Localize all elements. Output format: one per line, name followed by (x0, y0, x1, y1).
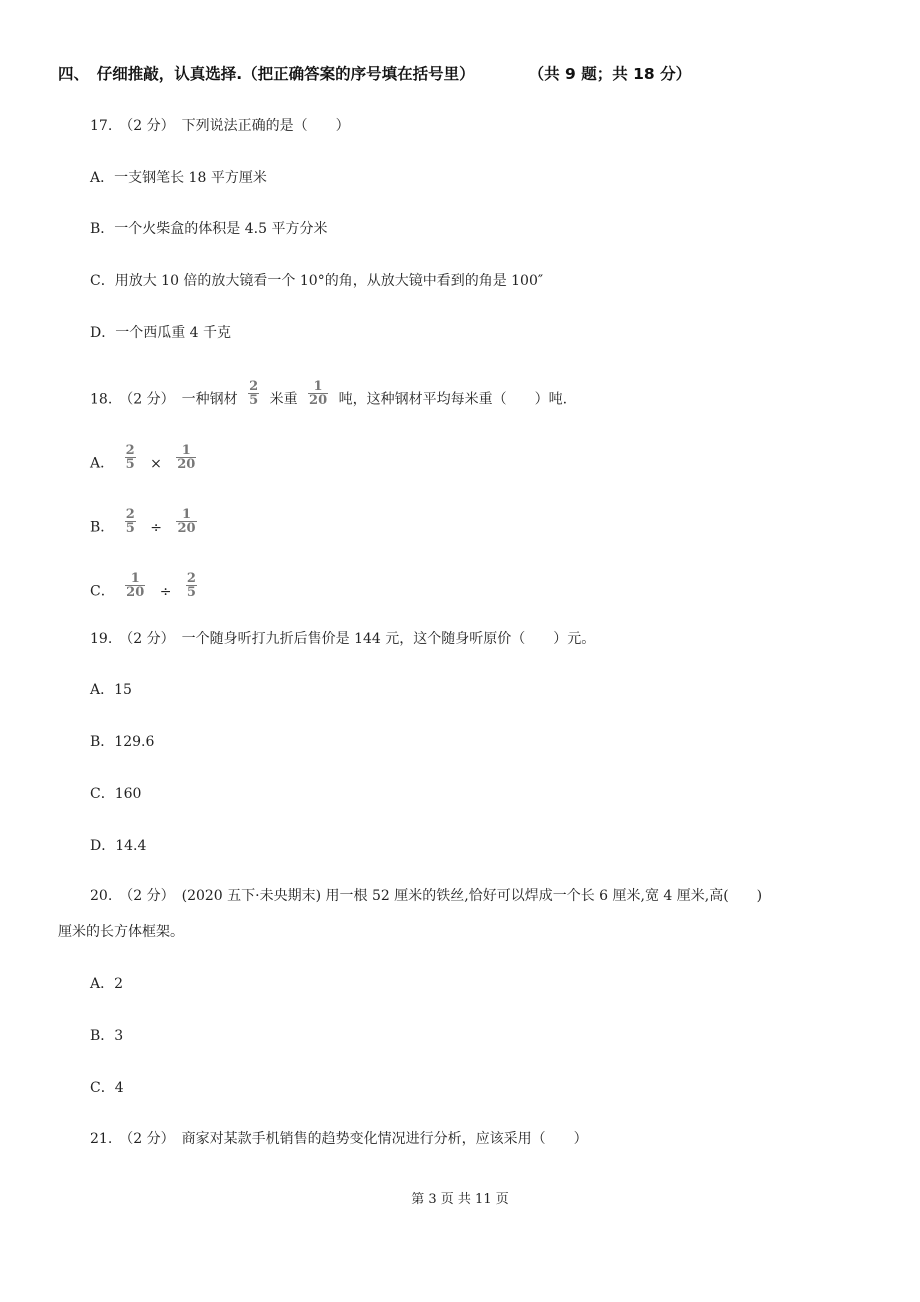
question-20-option-a: A．2 (90, 976, 124, 992)
fraction-two-fifths: $\frac{2}{5}$ (125, 507, 135, 536)
option-label: B． (90, 519, 115, 536)
question-19-stem: 19. （2 分） 一个随身听打九折后售价是 144 元，这个随身听原价（ ）元。 (90, 631, 596, 647)
question-20-option-b: B．3 (90, 1028, 124, 1044)
question-18-option-b (90, 507, 203, 541)
question-18-prefix: 18. （2 分） 一种钢材 (90, 391, 238, 408)
fraction-one-twentieth: $\frac{1}{20}$ (309, 379, 328, 408)
fraction-one-twentieth: $\frac{1}{20}$ (126, 571, 145, 600)
question-17-option-b: B．一个火柴盒的体积是 4.5 平方分米 (90, 221, 328, 237)
question-19-option-b: B．129.6 (90, 734, 155, 750)
question-20-stem-line1: 20. （2 分） (2020 五下·未央期末) 用一根 52 厘米的铁丝,恰好可以焊成一个长 6 厘米,宽 4 厘米,高( ) (90, 888, 763, 904)
question-19-option-c: C．160 (90, 786, 142, 802)
question-17-option-a: A．一支钢笔长 18 平方厘米 (90, 170, 267, 186)
fraction-one-twentieth: $\frac{1}{20}$ (177, 443, 196, 472)
section-heading (58, 64, 691, 84)
question-17-stem: 17. （2 分） 下列说法正确的是（ ） (90, 118, 350, 134)
question-17-option-c: C．用放大 10 倍的放大镜看一个 10°的角，从放大镜中看到的角是 100″ (90, 273, 544, 289)
question-18-option-a (90, 443, 202, 477)
option-label: A． (90, 455, 115, 472)
question-18-option-c (90, 571, 203, 605)
operator: ÷ (159, 583, 172, 600)
fraction-one-twentieth: $\frac{1}{20}$ (177, 507, 196, 536)
question-21-stem: 21. （2 分） 商家对某款手机销售的趋势变化情况进行分析，应该采用（ ） (90, 1131, 588, 1147)
fraction-two-fifths: $\frac{2}{5}$ (125, 443, 135, 472)
operator: ÷ (150, 519, 162, 536)
fraction-two-fifths: $\frac{2}{5}$ (186, 571, 196, 600)
page-footer: 第 3 页 共 11 页 (411, 1192, 509, 1207)
question-20-option-c: C．4 (90, 1080, 124, 1096)
question-18-mid2: 吨，这种钢材平均每米重（ ）吨. (338, 391, 568, 408)
section-count: （共 9 题；共 18 分） (528, 65, 692, 83)
option-label: C． (90, 583, 115, 600)
question-18-stem (90, 379, 568, 413)
operator: × (150, 455, 162, 472)
question-17-option-d: D．一个西瓜重 4 千克 (90, 325, 232, 341)
question-19-option-d: D．14.4 (90, 838, 147, 854)
question-19-option-a: A．15 (90, 682, 132, 698)
question-18-mid1: 米重 (269, 391, 298, 408)
fraction-two-fifths: $\frac{2}{5}$ (249, 379, 259, 408)
question-20-stem-line2: 厘米的长方体框架。 (58, 924, 184, 940)
section-title: 四、 仔细推敲，认真选择.（把正确答案的序号填在括号里） (58, 65, 475, 83)
